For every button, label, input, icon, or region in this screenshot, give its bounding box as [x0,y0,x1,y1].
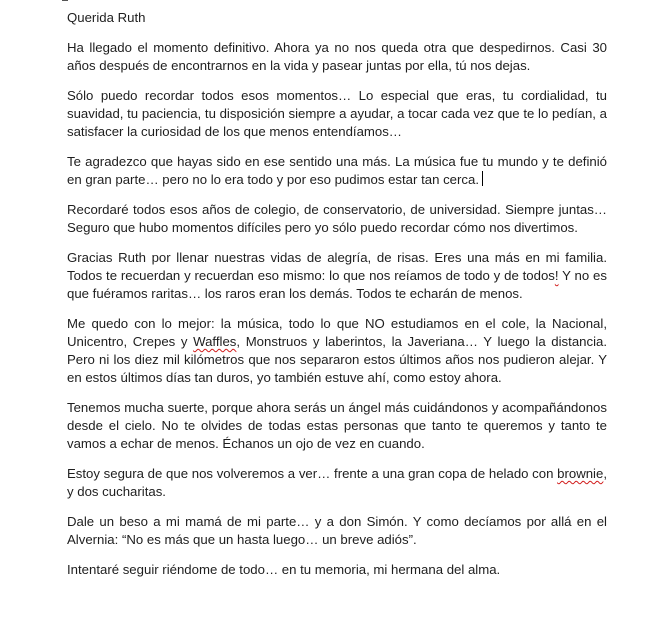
spelling-flag-brownie[interactable]: brownie [557,466,604,481]
spelling-flag-exclamation[interactable]: ! [554,268,559,283]
paragraph-8-part-a: Estoy segura de que nos volveremos a ver… frente a una gran copa de helado con [67,466,558,481]
paragraph-2: Sólo puedo recordar todos esos momentos… Lo especial que eras, tu cordialidad, tu suavidad, tu paciencia, tu disposición siempre a ayudar, a tocar cada vez que te lo pedían, a satisfacer la curiosidad de los que menos entendíamos… [67,88,607,139]
paragraph-7: Tenemos mucha suerte, porque ahora serás un ángel más cuidándonos y acompañándonos desde el cielo. No te olvides de todas estas personas que tanto te queremos y tanto te vamos a echar de menos. Échanos un ojo de vez en cuando. [67,400,607,451]
spelling-flag-waffles[interactable]: Waffles [193,334,237,349]
paragraph-1: Ha llegado el momento definitivo. Ahora ya no nos queda otra que despedirnos. Casi 30 años después de encontrarnos en la vida y pasear juntas por ella, tú nos dejas. [67,40,607,73]
paragraph-6 [67,315,607,387]
paragraph-6-part-a: Me quedo con lo mejor: la música, todo lo que NO estudiamos en el cole, la Nacional, Unicentro, Crepes y [67,316,607,349]
paragraph-8-part-b: , y dos cucharitas. [67,466,607,499]
paragraph-3 [67,153,607,189]
paragraph-5 [67,249,607,303]
paragraph-5-part-b: Y no es que fuéramos raritas… los raros eran los demás. Todos te echarán de menos. [67,268,607,301]
paragraph-4: Recordaré todos esos años de colegio, de conservatorio, de universidad. Siempre juntas… Seguro que hubo momentos difíciles pero yo sólo puedo recordar cómo nos divertimos. [67,202,607,235]
paragraph-3-text: Te agradezco que hayas sido en ese sentido una más. La música fue tu mundo y te definió en gran parte… pero no lo era todo y por eso pudimos estar tan cerca. [67,154,607,187]
paragraph-6-part-b: , Monstruos y laberintos, la Javeriana… Y luego la distancia. Pero ni los diez mil kilómetros que nos separaron estos últimos años nos pudieron alejar. Y en estos últimos días tan duros, yo también estuve ahí, como estoy ahora. [67,334,608,385]
paragraph-9: Dale un beso a mi mamá de mi parte… y a don Simón. Y como decíamos por allá en el Alvernia: “No es más que un hasta luego… un breve adiós”. [67,514,607,547]
top-mark [62,0,68,1]
paragraph-5-part-a: Gracias Ruth por llenar nuestras vidas de alegría, de risas. Eres una más en mi familia. Todos te recuerdan y recuerdan eso mismo: lo que nos reíamos de todo y de todos [67,250,607,283]
paragraph-10: Intentaré seguir riéndome de todo… en tu memoria, mi hermana del alma. [67,562,501,577]
paragraph-8 [67,465,607,501]
text-caret [482,171,483,186]
document-body[interactable] [67,9,607,591]
letter-greeting: Querida Ruth [67,10,146,25]
